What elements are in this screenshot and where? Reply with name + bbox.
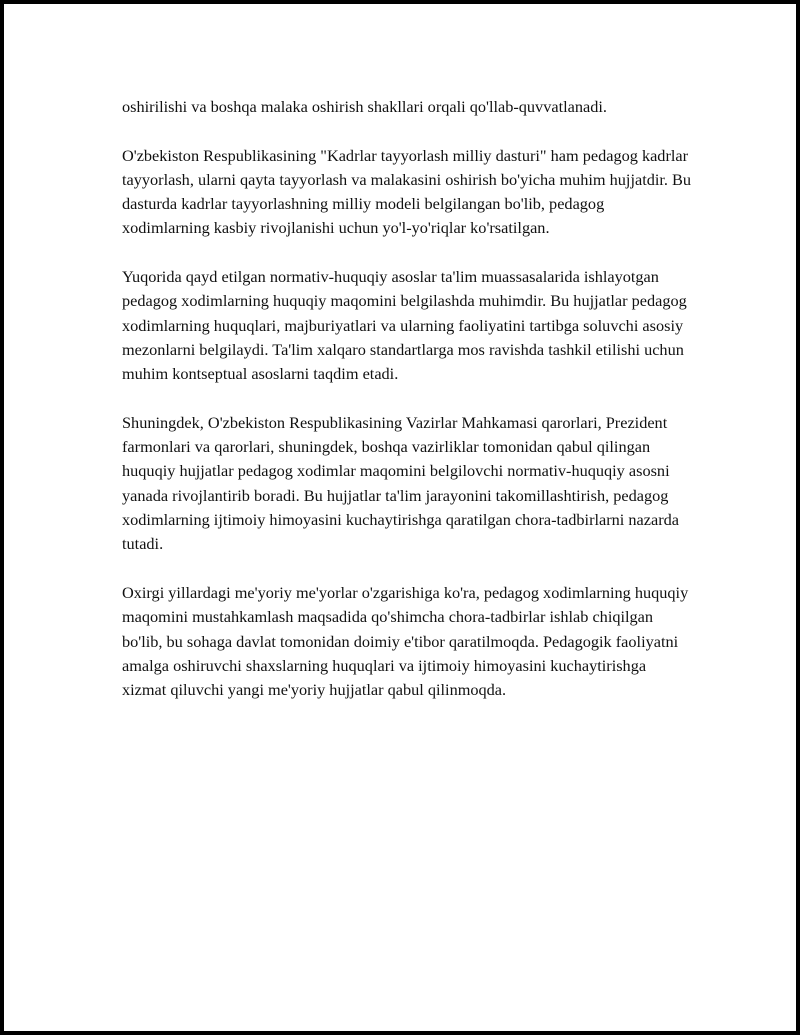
paragraph-1: oshirilishi va boshqa malaka oshirish shakllari orqali qo'llab-quvvatlanadi. <box>122 97 607 116</box>
paragraph-5: Oxirgi yillardagi me'yoriy me'yorlar o'zgarishiga ko'ra, pedagog xodimlarning huquqiy maqomini mustahkamlash maqsadida qo'shimcha chora-tadbirlar ishlab chiqilgan bo'lib, bu sohaga davlat tomonidan doimiy e'tibor qaratilmoqda. Pedagogik faoliyatni amalga oshiruvchi shaxslarning huquqlari va ijtimoiy himoyasini kuchaytirishga xizmat qiluvchi yangi me'yoriy hujjatlar qabul qilinmoqda. <box>122 582 689 700</box>
paragraph-4: Shuningdek, O'zbekiston Respublikasining Vazirlar Mahkamasi qarorlari, Prezident farmonlari va qarorlari, shuningdek, boshqa vazirliklar tomonidan qabul qilingan huquqiy hujjatlar pedagog xodimlar maqomini belgilovchi normativ-huquqiy asosni yanada rivojlantirib boradi. Bu hujjatlar ta'lim jarayonini takomillashtirish, pedagog xodimlarning ijtimoiy himoyasini kuchaytirishga qaratilgan chora-tadbirlarni nazarda tutadi. <box>122 412 680 554</box>
paragraph-3: Yuqorida qayd etilgan normativ-huquqiy asoslar ta'lim muassasalarida ishlayotgan pedagog xodimlarning huquqiy maqomini belgilashda muhimdir. Bu hujjatlar pedagog xodimlarning huquqlari, majburiyatlari va ularning faoliyatini tartibga soluvchi asosiy mezonlarni belgilaydi. Ta'lim xalqaro standartlarga mos ravishda tashkil etilishi uchun muhim kontseptual asoslarni taqdim etadi. <box>122 267 687 384</box>
document-body <box>122 95 692 727</box>
paragraph-2: O'zbekiston Respublikasining "Kadrlar tayyorlash milliy dasturi" ham pedagog kadrlar tayyorlash, ularni qayta tayyorlash va malakasini oshirish bo'yicha muhim hujjatdir. Bu dasturda kadrlar tayyorlashning milliy modeli belgilangan bo'lib, pedagog xodimlarning kasbiy rivojlanishi uchun yo'l-yo'riqlar ko'rsatilgan. <box>122 145 692 238</box>
